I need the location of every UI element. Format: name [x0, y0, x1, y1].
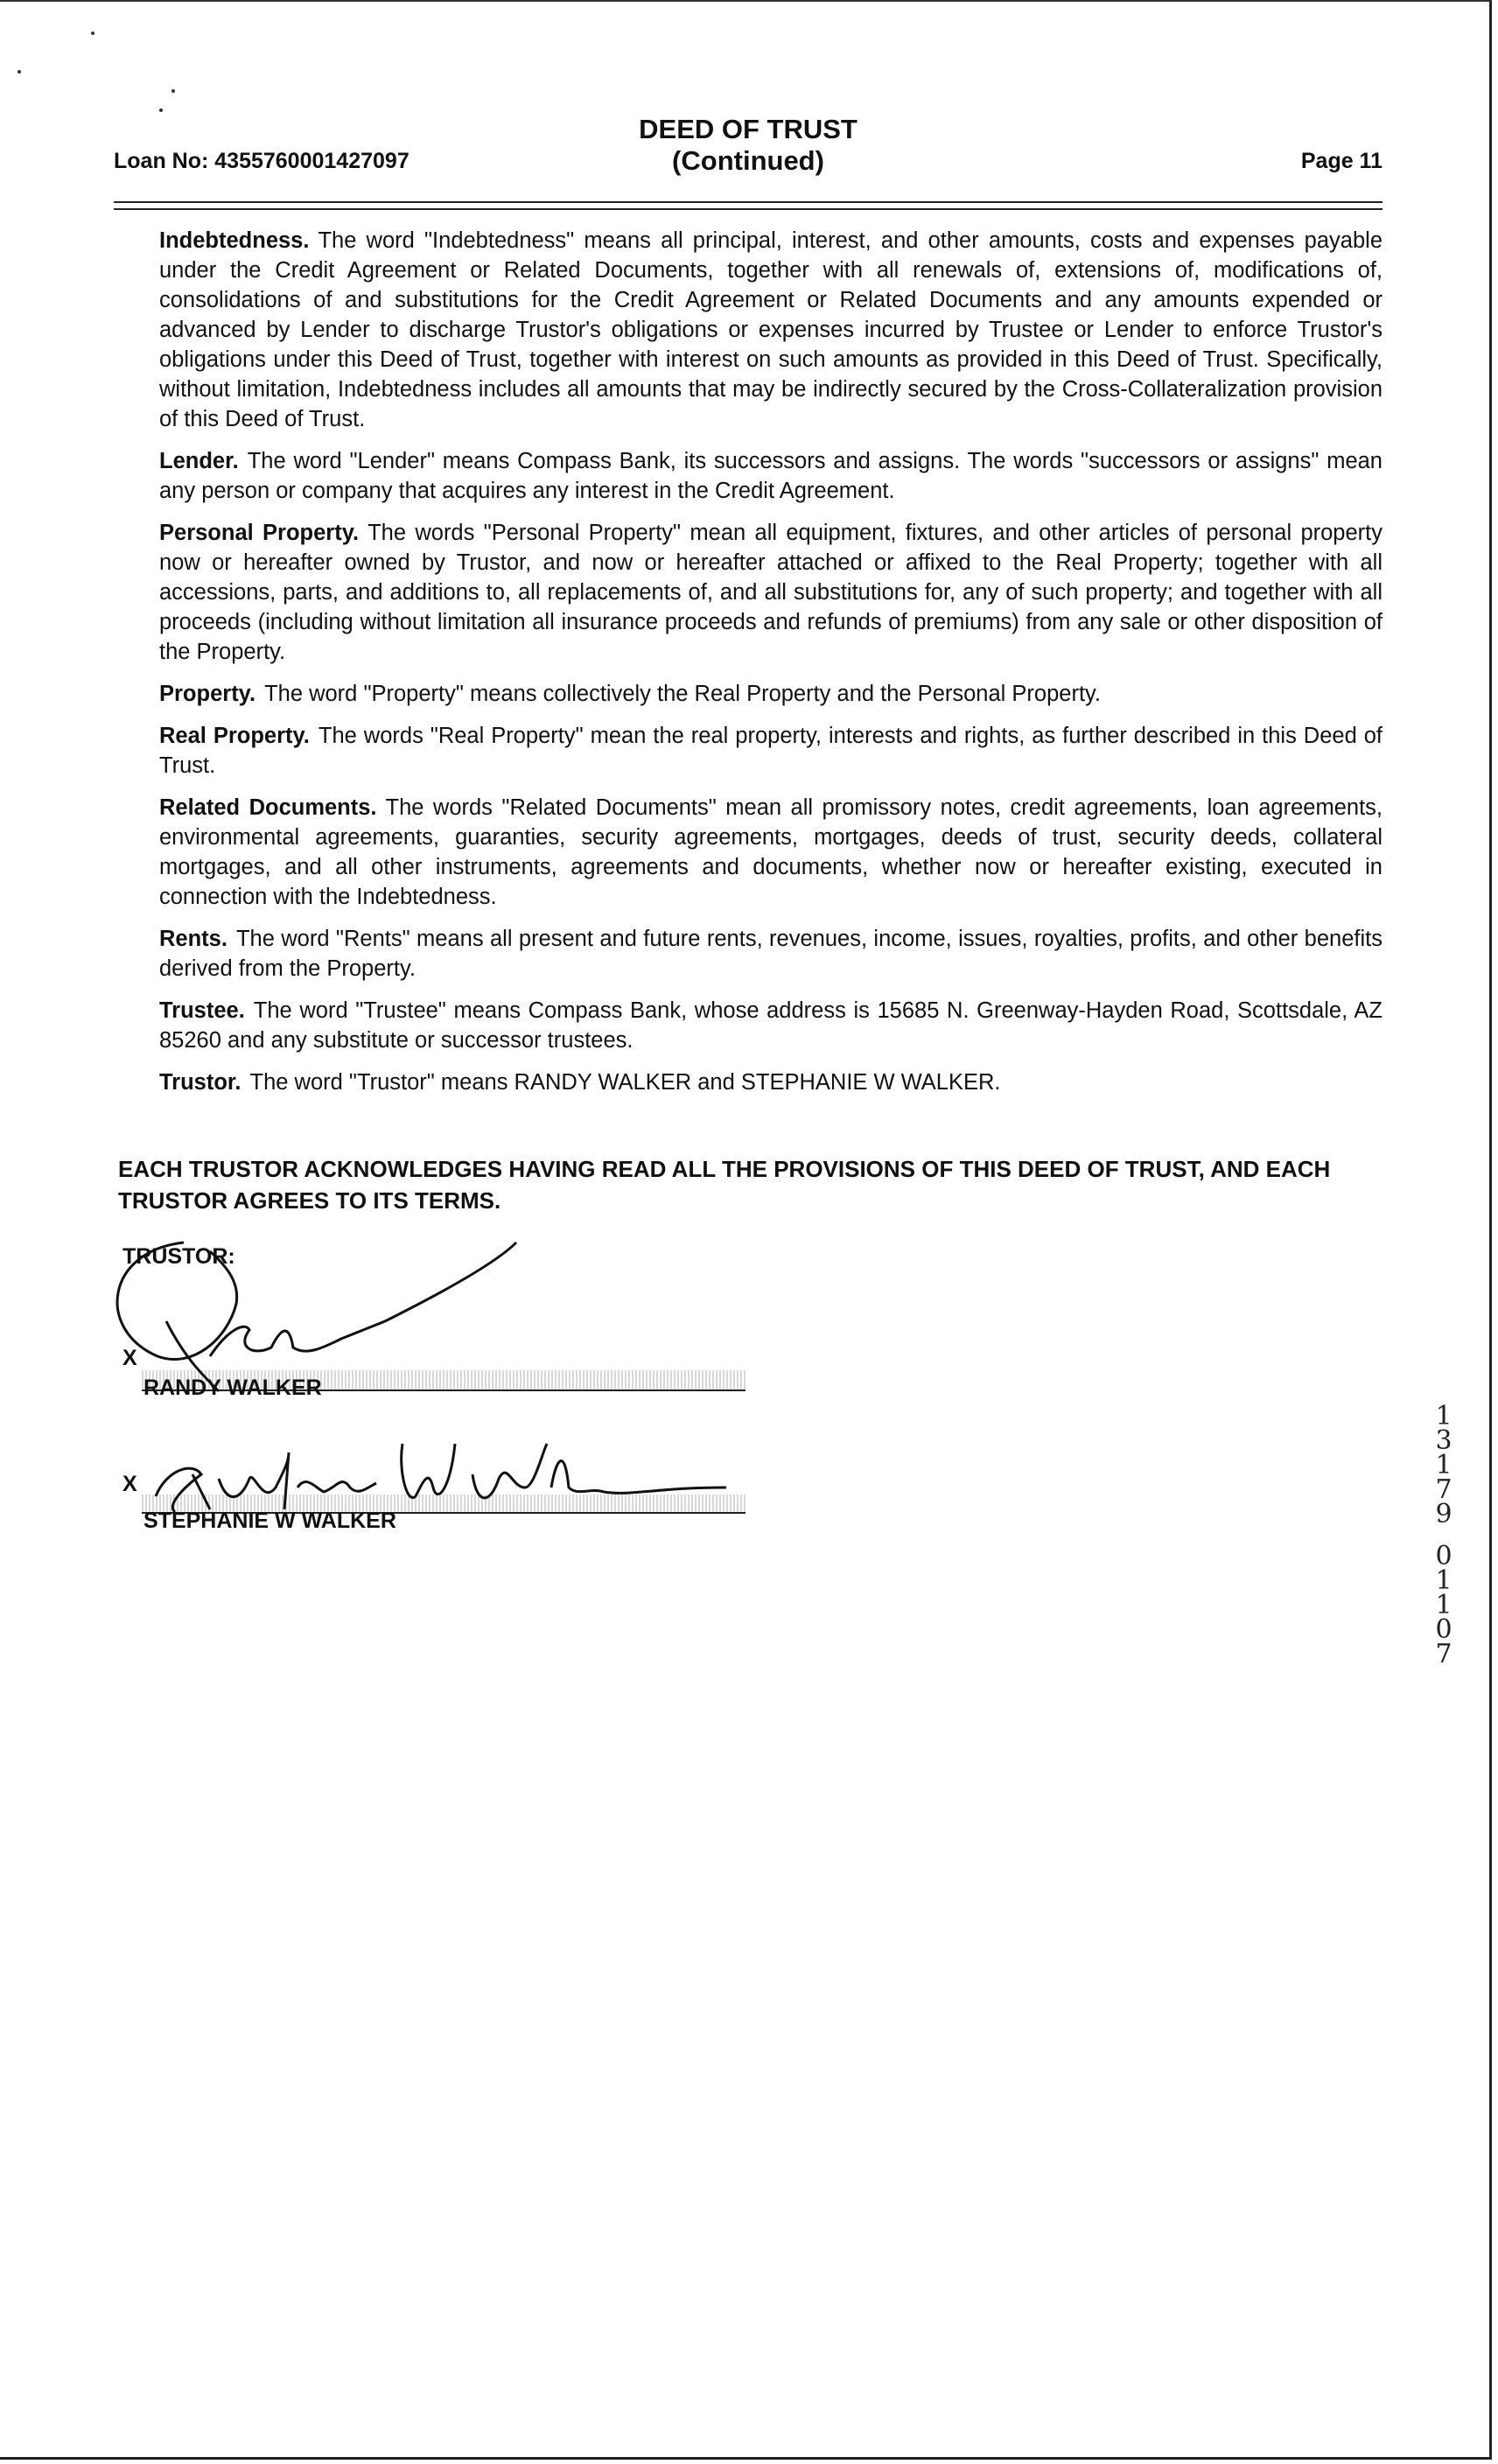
definition-text: The word "Trustor" means RANDY WALKER and STEPHANIE W WALKER.	[249, 1070, 1001, 1095]
header-rule	[114, 208, 1382, 210]
definition-text: The word "Rents" means all present and future rents, revenues, income, issues, royalties, profits, and other benefits derived from the Property.	[159, 927, 1382, 981]
definition-personal-property	[159, 518, 1382, 667]
definition-term: Trustor.	[159, 1070, 242, 1095]
definition-term: Indebtedness.	[159, 228, 310, 253]
side-digit: 3	[1435, 1425, 1452, 1456]
definition-text: The word "Indebtedness" means all principal, interest, and other amounts, costs and expenses payable under the Credit Agreement or Related Documents, together with all renewals of, extensions of, modifications of, consolidations of and substitutions for the Credit Agreement or Related Documents and any amounts expended or advanced by Lender to discharge Trustor's obligations or expenses incurred by Trustee or Lender to enforce Trustor's obligations under this Deed of Trust, together with interest on such amounts as provided in this Deed of Trust. Specifically, without limitation, Indebtedness includes all amounts that may be indirectly secured by the Cross-Collateralization provision of this Deed of Trust.	[159, 228, 1382, 431]
definition-term: Trustee.	[159, 998, 245, 1023]
signature-block	[88, 1225, 788, 1575]
page-header	[114, 108, 1382, 178]
handwritten-signatures	[88, 1225, 788, 1575]
side-reference-number	[1426, 1401, 1461, 1670]
side-digit: 1	[1435, 1401, 1452, 1432]
subtitle-line: (Continued)	[672, 145, 824, 176]
scan-speck	[91, 32, 94, 35]
definitions-list	[159, 226, 1382, 1110]
definition-property	[159, 679, 1382, 709]
definition-related-documents	[159, 793, 1382, 912]
definition-text: The word "Property" means collectively the Real Property and the Personal Property.	[264, 682, 1101, 706]
title-line: DEED OF TRUST	[639, 114, 858, 144]
document-title	[114, 114, 1382, 177]
definition-text: The words "Related Documents" mean all promissory notes, credit agreements, loan agreements, environmental agreements, guaranties, security agreements, mortgages, deeds of trust, security deeds, collateral mortgages, and all other instruments, agreements and documents, whether now or hereafter existing, executed in connection with the Indebtedness.	[159, 795, 1382, 909]
signature-x-mark: X	[122, 1346, 137, 1370]
definition-term: Personal Property.	[159, 521, 360, 545]
definition-term: Property.	[159, 682, 256, 706]
side-digit: 7	[1435, 1639, 1452, 1670]
signer-name: RANDY WALKER	[144, 1376, 322, 1400]
definition-text: The words "Personal Property" mean all equipment, fixtures, and other articles of personal property now or hereafter owned by Trustor, and now or hereafter attached or affixed to the Real Property; together with all accessions, parts, and additions to, all replacements of, and all substitutions for, any of such property; and together with all proceeds (including without limitation all insurance proceeds and refunds of premiums) from any sale or other disposition of the Property.	[159, 521, 1383, 664]
definition-real-property	[159, 721, 1382, 780]
definition-text: The word "Trustee" means Compass Bank, whose address is 15685 N. Greenway-Hayden Road, Scottsdale, AZ 85260 and any substitute or successor trustees.	[159, 998, 1382, 1053]
signer-name: STEPHANIE W WALKER	[144, 1508, 396, 1533]
definition-text: The word "Lender" means Compass Bank, its successors and assigns. The words "successors or assigns" mean any person or company that acquires any interest in the Credit Agreement.	[159, 449, 1382, 503]
scan-speck	[18, 70, 21, 74]
header-rule	[114, 201, 1382, 203]
page-number: Page 11	[1300, 149, 1382, 173]
side-digit: 9	[1435, 1499, 1452, 1530]
signature-randy	[117, 1242, 516, 1391]
acknowledgement-statement: EACH TRUSTOR ACKNOWLEDGES HAVING READ ALL THE PROVISIONS OF THIS DEED OF TRUST, AND EACH TRUSTOR AGREES TO ITS TERMS.	[118, 1156, 1331, 1214]
definition-term: Real Property.	[159, 724, 310, 748]
trustor-label: TRUSTOR:	[122, 1244, 235, 1269]
side-digit: 7	[1435, 1474, 1452, 1505]
definition-trustor	[159, 1068, 1382, 1097]
definition-term: Rents.	[159, 927, 228, 951]
definition-text: The words "Real Property" mean the real property, interests and rights, as further described in this Deed of Trust.	[159, 724, 1382, 778]
side-digit: 1	[1435, 1565, 1452, 1596]
scan-speck	[172, 89, 175, 93]
definition-rents	[159, 924, 1382, 984]
definition-trustee	[159, 996, 1382, 1055]
loan-number: Loan No: 4355760001427097	[114, 149, 410, 173]
side-digit: 0	[1435, 1541, 1452, 1572]
side-digit: 1	[1435, 1590, 1452, 1620]
definition-indebtedness	[159, 226, 1382, 434]
side-digit: 1	[1435, 1450, 1452, 1480]
side-digit: 0	[1435, 1614, 1452, 1645]
definition-term: Lender.	[159, 449, 239, 473]
signature-x-mark: X	[122, 1472, 137, 1496]
definition-term: Related Documents.	[159, 795, 377, 820]
definition-lender	[159, 446, 1382, 506]
signature-stephanie	[156, 1444, 726, 1512]
